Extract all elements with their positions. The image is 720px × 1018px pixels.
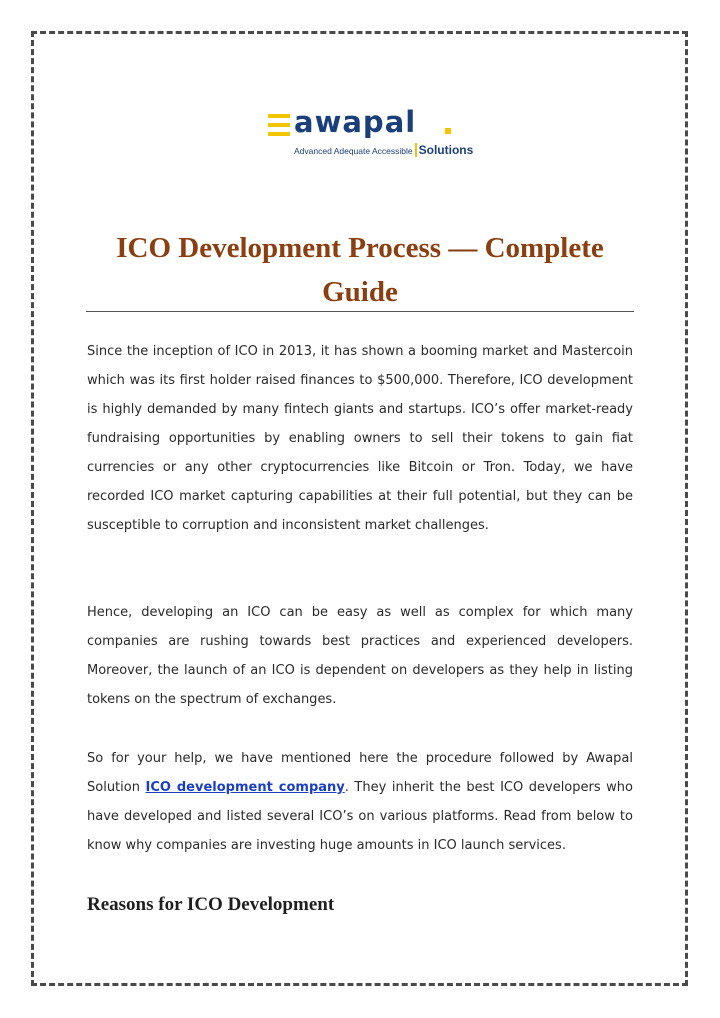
paragraph-procedure (87, 744, 633, 860)
logo-dot-icon (445, 128, 451, 134)
paragraph-procedure-end: . They inherit the best ICO developers who have developed and listed several ICO’s on various platforms. Read from below to know why companies are investing huge amounts in ICO launch services. (87, 780, 633, 853)
paragraph-intro: Since the inception of ICO in 2013, it has shown a booming market and Mastercoin which was its first holder raised finances to $500,000. Therefore, ICO development is highly demanded by many fintech giants and startups. ICO’s offer market-ready fundraising opportunities by enabling owners to sell their tokens to gain fiat currencies or any other cryptocurrencies like Bitcoin or Tron. Today, we have recorded ICO market capturing capabilities at their full potential, but they can be susceptible to corruption and inconsistent market challenges. (87, 344, 633, 533)
ico-development-company-link[interactable]: ICO development company (145, 780, 345, 795)
logo-separator (415, 143, 417, 157)
paragraph-procedure-start: So for your help, we have mentioned here the procedure followed by Awapal Solution (87, 751, 633, 795)
logo-bars-icon (268, 114, 290, 136)
section-heading-reasons: Reasons for ICO Development (87, 894, 335, 915)
awapal-logo (268, 105, 474, 160)
logo-tagline: Advanced Adequate Accessible (294, 146, 413, 156)
logo-tagline-row (294, 143, 473, 157)
document-title: ICO Development Process — Complete Guide (116, 232, 604, 308)
logo-wordmark: awapal (294, 105, 417, 139)
title-divider (86, 311, 634, 312)
logo-solutions: Solutions (418, 143, 474, 157)
paragraph-developing: Hence, developing an ICO can be easy as well as complex for which many companies are rushing towards best practices and experienced developers. Moreover, the launch of an ICO is dependent on developers as they help in listing tokens on the spectrum of exchanges. (87, 605, 633, 707)
